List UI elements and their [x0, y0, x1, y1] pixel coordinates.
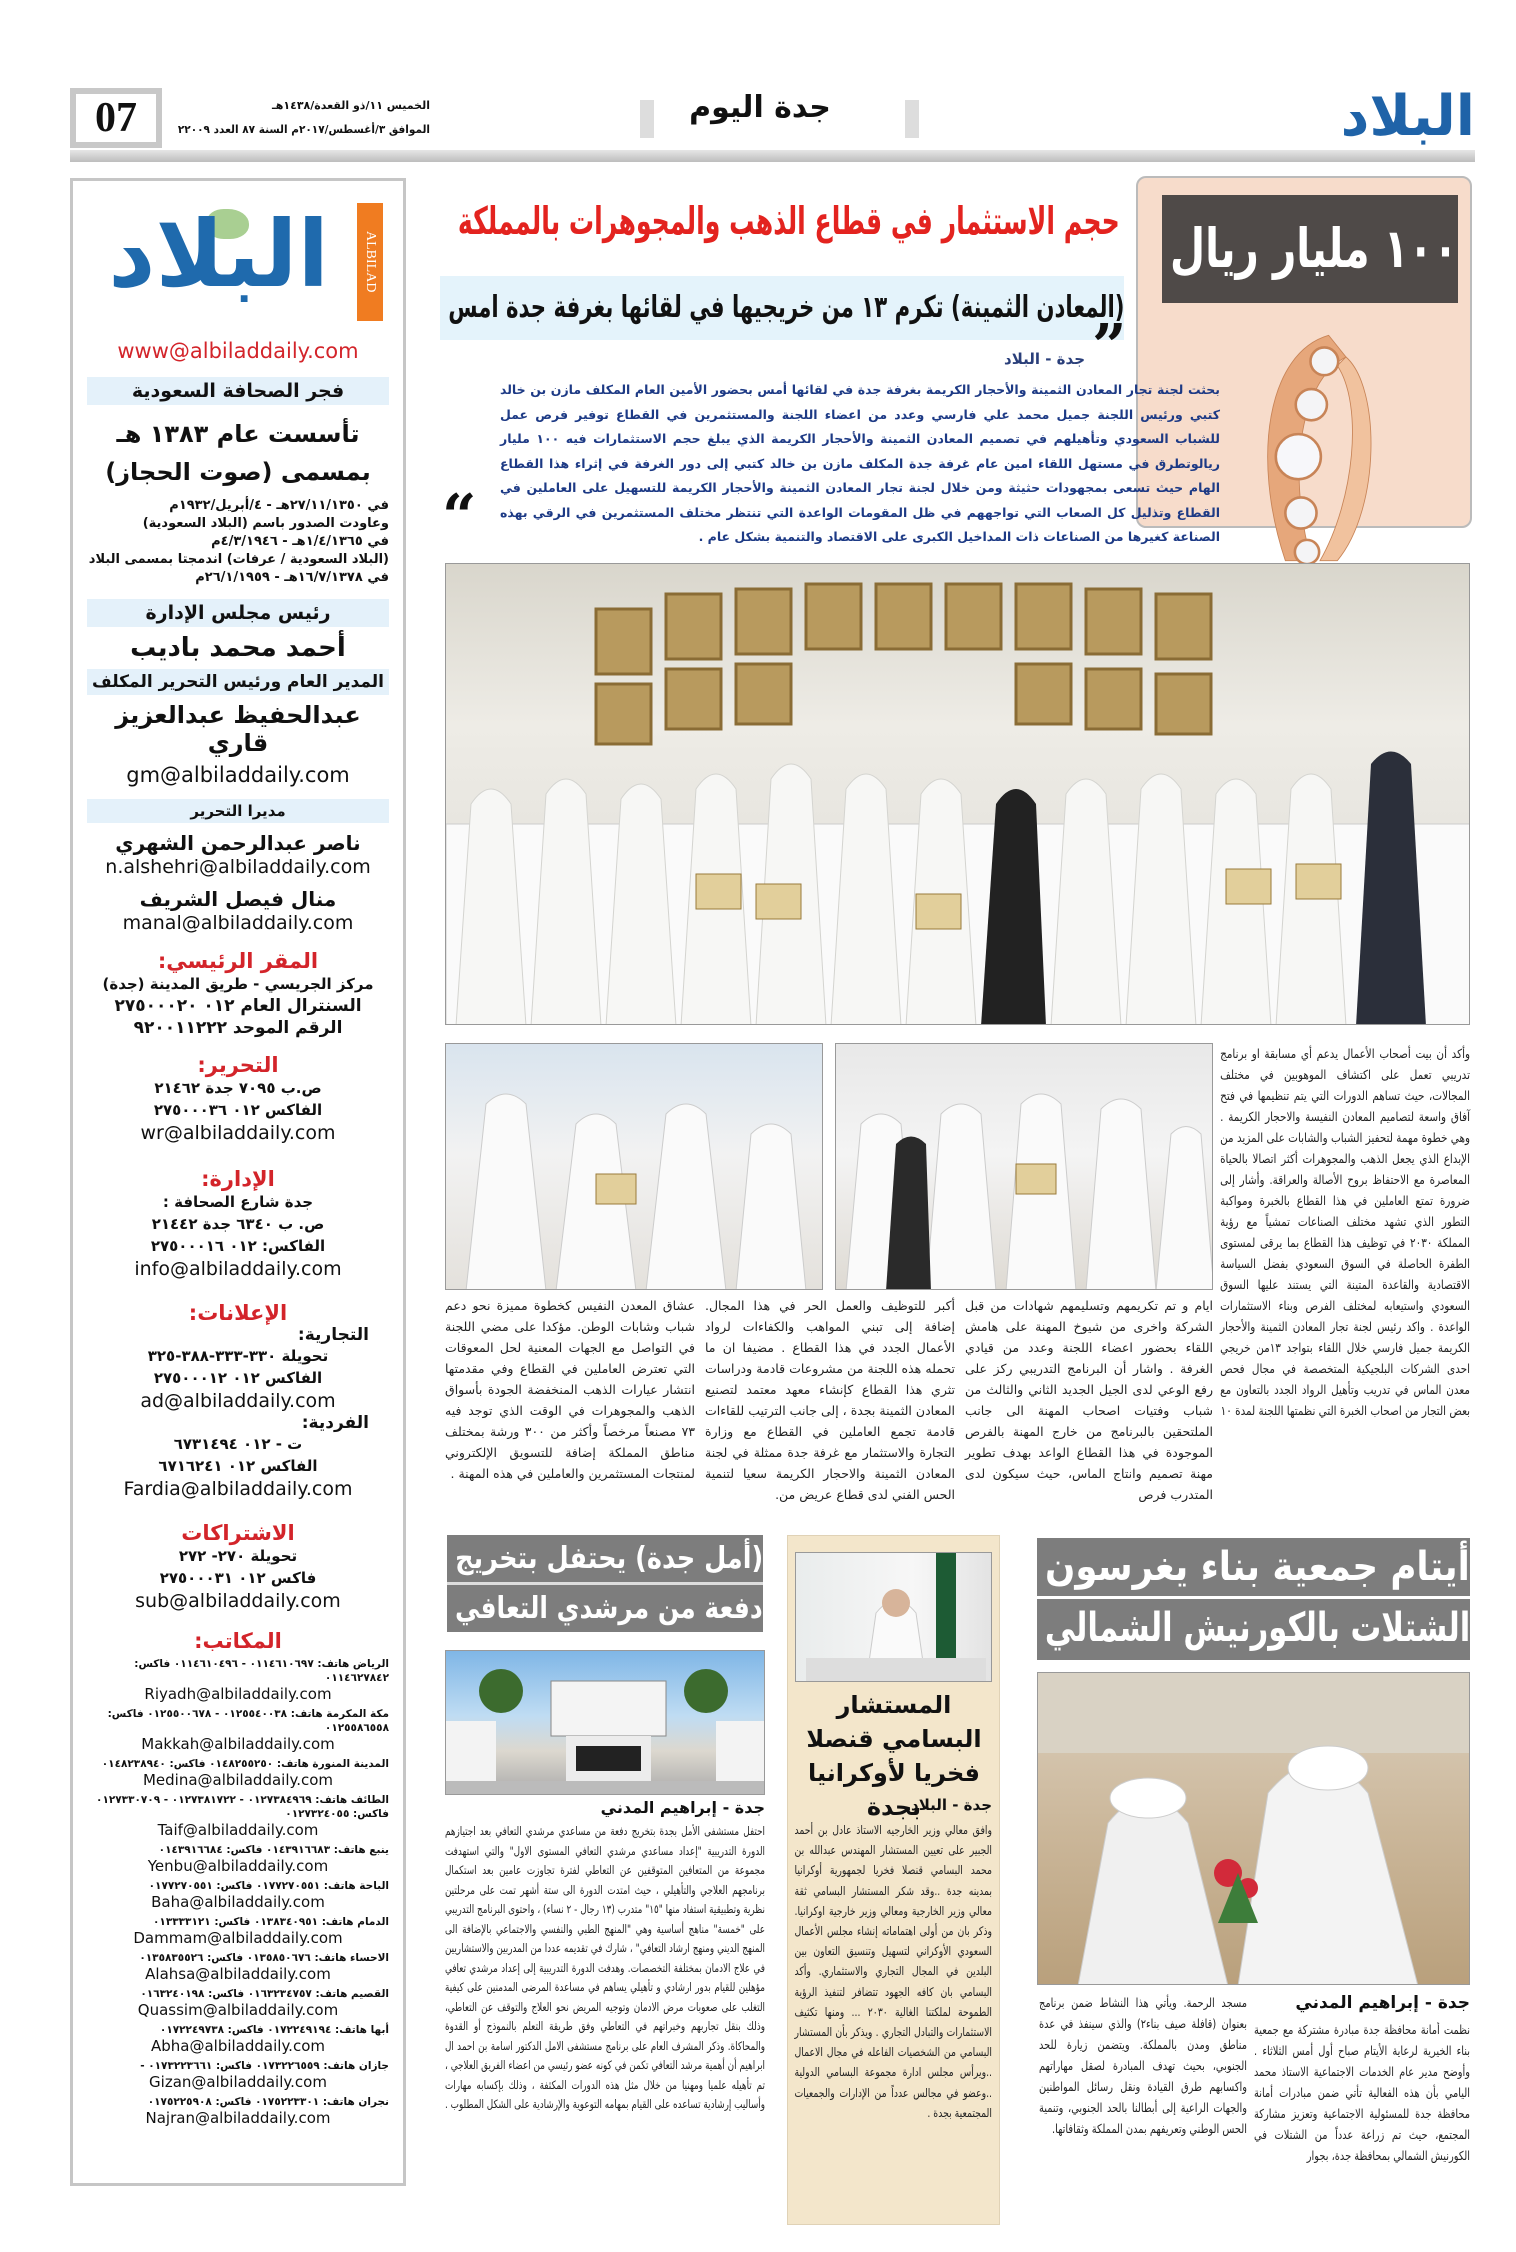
orphans-column: مسجد الرحمة. ويأتي هذا النشاط ضمن برنامج بعنوان (قافلة صيف بناء٢) والذي سينفذ في عدة مناطق ومدن بالمملكة. ويتضمن زيارة للحد الجنوبي، بحيث تهدف المبادرة لصقل مهاراتهم واكسابهم طرق القيادة ونقل رسائل المواطنين والجهات الراعية إلى أبطالنا بالحد الجنوبي، وتنمية الحس الوطني وتعريفهم بمدن المملكة وثقافاتها. [1039, 1996, 1247, 2136]
date-hijri-row [170, 94, 430, 118]
headline-row [1037, 1599, 1470, 1657]
editor-email[interactable]: manal@albiladdaily.com [122, 912, 354, 934]
headline-row [1037, 1538, 1470, 1599]
office-phone: نجران هاتف: ٠١٧٥٢٢٣٣٠١ فاكس: ٠١٧٥٢٢٥٩٠٨ [147, 2096, 389, 2108]
office-phone: ينبع هاتف: ٠١٤٣٩١٦٦٨٣ فاكس: ٠١٤٣٩١٦٦٨٤ [158, 1844, 389, 1856]
ads-email[interactable]: ad@albiladdaily.com [140, 1390, 336, 1412]
editorial-line: الفاكس ٠١٢ ٢٧٥٠٠٠٣٦ [153, 1101, 323, 1119]
office-email[interactable]: Taif@albiladdaily.com [157, 1821, 319, 1839]
quote-mark-icon: “ [442, 482, 477, 552]
office-email[interactable]: Najran@albiladdaily.com [145, 2109, 331, 2127]
admin-line: جدة شارع الصحافة : [162, 1193, 314, 1211]
subs-line: تحويلة ٢٧٠- ٢٧٢ [178, 1547, 298, 1565]
hospital-byline: جدة - إبراهيم المدني [600, 1798, 765, 1817]
editors-title: مديرا التحرير [87, 799, 389, 823]
chairman-title: رئيس مجلس الإدارة [87, 599, 389, 627]
newspaper-logo: البلاد [1340, 84, 1475, 149]
office-phone: مكة المكرمة هاتف: ٠١٢٥٥٤٠٠٣٨ - ٠١٢٥٥٠٠٦٧٨ فاكس: ٠١٢٥٥٨٦٥٥٨ [107, 1708, 389, 1734]
orphans-byline: جدة - إبراهيم المدني [1295, 1993, 1470, 2013]
jewelry-ring-image [1230, 318, 1410, 578]
headline-line: الشتلات بالكورنيش الشمالي [1044, 1605, 1470, 1651]
founded-name: بمسمى (صوت الحجاز) [105, 458, 371, 486]
orphans-headline [1037, 1538, 1470, 1660]
date-hijri: الخميس ١١/ذو القعدة/١٤٣٨هـ [272, 99, 430, 112]
highlight-figure: ١٠٠ مليار ريال [1170, 217, 1458, 280]
office-email[interactable]: Alahsa@albiladdaily.com [145, 1965, 331, 1983]
offices-title: المكاتب: [194, 1629, 282, 1653]
gm-title: المدير العام ورئيس التحرير المكلف [87, 669, 389, 695]
office-email[interactable]: Abha@albiladdaily.com [150, 2037, 325, 2055]
headline-line: (أمل جدة) يحتفل بتخريج [454, 1541, 763, 1576]
office-email[interactable]: Gizan@albiladdaily.com [149, 2073, 327, 2091]
office-email[interactable]: Medina@albiladdaily.com [142, 1771, 334, 1789]
lead-intro: بحثت لجنة تجار المعادن الثمينة والأحجار الكريمة بغرفة جدة في لقائها أمس بحضور الأمين العام المكلف مازن بن خالد كتبي ورئيس اللجنة جميل محمد علي فارسي وعدد من اعضاء اللجنة والمستثمرين في القطاع توفير فرص عمل للشباب السعودي وتأهيلهم في تصميم المعادن الثمينة والأحجار الكريمة الذي يبلغ حجم الاستثمارات فيه ١٠٠ مليار ريالوتطرق في مستهل اللقاء امين عام غرفة جدة المكلف مازن بن خالد كتبي إلى دور الغرفة في إثراء هذا القطاع الهام حيث تسعى بمجهودات حثيثة ومن خلال لجنة تجار المعادن الثمينة والأحجار الكريمة للتسهيل على العاملين في القطاع وتذليل كل الصعاب التي تواجههم في ظل المقومات الواعدة التي تنتظر مختلف المستثمرين في الرقي بهذه الصناعة كغيرها من الصناعات ذات المداخيل الكبرى على الاقتصاد والتنمية بشكل عام . [500, 382, 1220, 544]
header-divider [905, 100, 919, 138]
quote-mark-icon: ” [1092, 312, 1127, 382]
hospital-gate-photo [445, 1650, 765, 1795]
office-phone: الاحساء هاتف: ٠١٣٥٨٥٠٦٧٦ فاكس: ٠١٣٥٨٣٥٥٢٦ [139, 1952, 389, 1964]
office-phone: الرياض هاتف: ٠١١٤٦١٠٦٩٧ - ٠١١٤٦١٠٤٩٦ فاكس: ٠١١٤٦٢٧٨٤٢ [134, 1658, 389, 1684]
history [87, 497, 389, 587]
office-phone: القصيم هاتف: ٠١٦٣٢٣٤٧٥٧ فاكس: ٠١٦٣٢٤٠١٩٨ [140, 1988, 389, 2000]
header-rule [70, 150, 1475, 162]
office-email[interactable]: Makkah@albiladdaily.com [141, 1735, 335, 1753]
issue-date [170, 94, 430, 142]
office-phone: أبها هاتف: ٠١٧٢٢٤٩١٩٤ فاكس: ٠١٧٢٢٤٩٧٣٨ [159, 2024, 389, 2036]
history-line: في ٢٧/١١/١٣٥٠هـ - ٤/أبريل/١٩٣٢م [169, 498, 389, 513]
hq-line: السنترال العام ٠١٢ ٢٧٥٠٠٠٢٠ [114, 996, 362, 1016]
masthead-sidebar [70, 178, 406, 2186]
consul-headline: المستشار البسامي قنصلا فخريا لأوكرانيا بجدة [806, 1691, 982, 1821]
tree-planting-photo [1037, 1672, 1470, 1985]
admin-title: الإدارة: [201, 1167, 275, 1191]
office-phone: المدينة المنورة هاتف: ٠١٤٨٢٥٥٢٥٠ فاكس: ٠١٤٨٢٣٨٩٤٠ [101, 1758, 389, 1770]
office-email[interactable]: Dammam@albiladdaily.com [133, 1929, 343, 1947]
admin-line: الفاكس: ٠١٢ ٢٧٥٠٠٠١٦ [150, 1237, 326, 1255]
hospital-headline [447, 1535, 763, 1632]
section-title: جدة اليوم [689, 90, 831, 125]
founded: تأسست عام ١٣٨٣ هـ [116, 420, 360, 448]
consul-byline: جدة - البلاد [911, 1796, 992, 1814]
group-photo [445, 563, 1470, 1025]
office-phone: الدمام هاتف: ٠١٣٨٣٤٠٩٥١ فاكس: ٠١٣٣٣٣١٢١ [153, 1916, 389, 1928]
subs-email[interactable]: sub@albiladdaily.com [135, 1590, 341, 1612]
editor-name: منال فيصل الشريف [139, 887, 337, 911]
editor-email[interactable]: n.alshehri@albiladdaily.com [105, 856, 371, 878]
editorial-title: التحرير: [197, 1053, 279, 1077]
ads-individual-email[interactable]: Fardia@albiladdaily.com [123, 1478, 353, 1500]
logo-english: ALBILAD [357, 203, 383, 321]
date-gregorian-row [170, 118, 430, 142]
headline-row [447, 1535, 763, 1585]
logo-arabic: البلاد [108, 201, 329, 308]
gm-email[interactable]: gm@albiladdaily.com [126, 763, 350, 787]
hospital-body: احتفل مستشفى الأمل بجدة بتخريج دفعة من مساعدي مرشدي التعافي بعد اجتيازهم الدورة التدريبية "إعداد مساعدي مرشدي التعافي المستوى الاول" والتي استهدفت مجموعة من المتعافين المتوقفين عن التعاطي لفترة تجاوزت عامين بعد استكمال برنامجهم العلاجي والتأهيلي ، حيث امتدت الدورة الى ستة أشهر تمت على مرحلتين نظرية وتطبيقية استفاد منها "١٥" متدرب (١٣ رجال - ٢ نساء) ، واحتوى البرنامج التدريبي على "خمسة" مناهج أساسية وهي "المنهج الطبي والنفسي والاجتماعي بالإضافة الى المنهج الديني ومنهج ارشاد التعافي" ، شارك في تقديمه عددا من المدربين والاستشاريين في علاج الادمان بمختلفة التخصصات. وهدفت الدورة التدريبية إلى إعداد مرشدي تعافي مؤهلين للقيام بدور ارشادي و تأهيلي يساهم في مساعدة المرضى المدمنين على كيفية التغلب على صعوبات مرض الادمان وتوجيه المريض نحو العلاج والتوقف عن التعاطي، وذلك بنقل تجاربهم وخبراتهم في التعاطي وفق طريقة التعلم بالنموذج أو القدوة والمحاكاة. وذكر المشرف العام على برنامج مستشفى الامل الدكتور اسامة بن احمد ال ابراهيم أن أهمية مرشد التعافي تكمن في كونه عضو رئيسي من اعضاء الفريق العلاجي ، تم تأهيله علميا ومهنيا من خلال مثل هذه الدورات المكثفة ، وذلك بإكسابه مهارات وأساليب إرشادية تساعده على القيام بمهامه التوعوية والإرشادية على الشكل المطلوب . [444, 1824, 765, 2111]
office-phone: الطائف هاتف: ٠١٢٧٣٨٤٩٦٩ - ٠١٢٧٣٨١٧٢٢ - ٠١٢٧٣٣٠٧٠٩ فاكس: ٠١٢٧٣٢٤٠٥٥ [96, 1794, 389, 1820]
ads-line: ت - ٠١٢ ٦٧٣١٤٩٤ [173, 1435, 303, 1453]
lead-headline-box [450, 190, 1120, 252]
highlight-label [1162, 195, 1458, 303]
photo-scene [446, 1651, 765, 1795]
photo-scene [836, 1044, 1213, 1290]
hq-line: الرقم الموحد ٩٢٠٠١١٢٢٢ [133, 1018, 343, 1038]
history-line: في ١/٤/١٣٦٥هـ - ٤/٣/١٩٤٦م [211, 534, 389, 549]
lead-subheadline: (المعادن الثمينة) تكرم ١٣ من خريجيها في لقائها بغرفة جدة امس [447, 290, 1124, 325]
editor-name: ناصر عبدالرحمن الشهري [115, 831, 361, 855]
orphans-column: نظمت أمانة محافظة جدة مبادرة مشتركة مع جمعية بناء الخيرية لرعاية الأيتام صباح أول أمس الثلاثاء . وأوضح مدير عام الخدمات الاجتماعية الاستاذ محمد اليامي بأن هذه الفعالية تأتي ضمن مبادرات أمانة محافظة جدة للمسئولية الاجتماعية وتعزيز مشاركة المجتمع، حيث تم زراعة عدداً من الشتلات في الكورنيش الشمالي بمحافظة جدة، بجوار [1254, 2023, 1470, 2163]
ads-line: تحويلة ٣٣٠-٣٣٣-٣٨٨-٣٢٥ [147, 1347, 329, 1365]
admin-email[interactable]: info@albiladdaily.com [134, 1258, 342, 1280]
tagline: فجر الصحافة السعودية [87, 377, 389, 405]
certificate-photo-1 [445, 1043, 823, 1290]
date-gregorian: الموافق ٣/أغسطس/٢٠١٧م السنة ٨٧ العدد ٢٢٠٠٩ [177, 123, 430, 136]
consul-photo [795, 1552, 992, 1682]
photo-scene [796, 1553, 992, 1682]
website-link[interactable]: www@albiladdaily.com [117, 339, 359, 363]
photo-scene [446, 1044, 823, 1290]
history-line: في ١٦/٧/١٣٧٨هـ - ٢٦/١/١٩٥٩م [195, 570, 389, 585]
header-divider [640, 100, 654, 138]
offices-list [87, 1657, 389, 2127]
chairman-name: أحمد محمد باديب [130, 633, 346, 663]
lead-subheadline-box [440, 276, 1124, 340]
office-phone: الباحة هاتف: ٠١٧٧٢٧٠٥٥١ فاكس: ٠١٧٧٢٧٠٥٥١ [148, 1880, 389, 1892]
history-line: (البلاد السعودية / عرفات) اندمجتا بمسمى البلاد [88, 552, 389, 567]
certificate-photo-2 [835, 1043, 1213, 1290]
ads-commercial-label: التجارية: [297, 1325, 369, 1345]
headline-line: دفعة من مرشدي التعافي [455, 1591, 763, 1626]
photo-scene [1038, 1673, 1470, 1985]
lead-column: ايام و تم تكريمهم وتسليمهم شهادات من قبل الشركة واخرى من شيوخ المهنة على هامش اللقاء بحضور اعضاء اللجنة وعدد من قيادي الغرفة . واشار أن البرنامج التدريبي ركز على رفع الوعي لدى الجيل الجديد الثاني والثالث من شباب وفتيات اصحاب المهنة الى جانب الملتحقين بالبرنامج من خارج المهنة بالفرص الموجودة في هذا القطاع الواعد بهدف تطوير مهنة تصميم وانتاج الماس، حيث سيكون لدى المتدرب فرص [965, 1298, 1213, 1502]
hq-line: مركز الجريسي - طريق المدينة (جدة) [102, 975, 374, 993]
ads-line: الفاكس ٠١٢ ٢٧٥٠٠٠١٢ [153, 1369, 323, 1387]
page-number: 07 [70, 88, 162, 148]
lead-headline: حجم الاستثمار في قطاع الذهب والمجوهرات بالمملكة [458, 199, 1120, 243]
gm-name: عبدالحفيظ عبدالعزيز قاري [115, 701, 361, 757]
lead-byline: جدة - البلاد [1004, 350, 1085, 368]
admin-line: ص. ب ٦٣٤٠ جدة ٢١٤٤٢ [151, 1215, 325, 1233]
office-email[interactable]: Yenbu@albiladdaily.com [147, 1857, 329, 1875]
consul-body: وافق معالي وزير الخارجيه الاستاذ عادل بن أحمد الجبير على تعيين المستشار المهندس عبدالله بن محمد البسامي قنصلا فخريا لجمهورية أوكرانيا بمدينه جدة ..وقد شكر المستشار البسامي ثقة معالي وزير الخارجية ومعالي وزير خارجية اوكرانيا. وذكر بان من أولى اهتماماته إنشاء مجلس الأعمال السعودي الأوكراني لتسهيل وتنسيق التعاون بين البلدين في المجال التجاري والاستثماري. وأكد البسامي بان كافه الجهود تتضافر لتنفيذ الرؤية الطموحة لملكتنا الغالية ٢٠٣٠ ... ومنها تكثيف الاستثمارات والتبادل التجاري . ويذكر بأن المستشار البسامي من الشخصيات الفاعله في مجال الاعمال ..ويرأس مجلس ادارة مجموعة البسامي الدولية ..وعضو في مجالس عدداً من الإدارات والجمعيات المجتمعية بجدة . [794, 1823, 992, 2120]
ads-title: الإعلانات: [188, 1301, 288, 1325]
lead-column: أكبر للتوظيف والعمل الحر في هذا المجال. إضافة إلى تبني المواهب والكفاءات لرواد الأعمال الجدد في هذا القطاع . مضيفا ان ما تحمله هذه اللجنة من مشروعات قادمة ودراسات تثري هذا القطاع كإنشاء معهد معتمد لتصنيع المعادن الثمينة بجدة ، إلى جانب الترتيب للقاءات قادمة تجمع العاملين في القطاع مع وزارة التجارة والاستثمار مع غرفة جدة ممثلة في لجنة المعادن الثمينة والاحجار الكريمة سعيا لتنمية الحس الفني لدى قطاع عريض من. [705, 1298, 955, 1502]
history-line: وعاودت الصدور باسم (البلاد السعودية) [142, 516, 389, 531]
headline-line: أيتام جمعية بناء يغرسون [1045, 1544, 1470, 1590]
subs-title: الاشتراكات [181, 1521, 295, 1545]
office-phone: جازان هاتف: ٠١٧٣٢٢٦٥٥٩ فاكس: ٠١٧٣٢٢٣٦٦١ - [140, 2060, 389, 2072]
ads-individual-label: الفردية: [301, 1413, 369, 1433]
office-email[interactable]: Riyadh@albiladdaily.com [144, 1685, 332, 1703]
photo-scene [446, 564, 1470, 1025]
lead-column: وأكد أن بيت أصحاب الأعمال يدعم أي مسابقة او برنامج تدريبي تعمل على اكتشاف الموهوبين في مختلف المجالات، حيث تساهم الدورات التي يتم تنظيمها في فتح آفاق واسعة لتصاميم المعادن النفيسة والاحجار الكريمة . وهي خطوة مهمة لتحفيز الشباب والشابات على المزيد من الإبداع الذي يجعل الذهب والمجوهرات أكثر اتصالا بالحياة المعاصرة مع الاحتفاظ بروح الأصالة والعراقة. وأشار إلى ضرورة تمتع العاملين في هذا القطاع بالخبرة ومواكبة التطور الذي تشهد مختلف الصناعات تمشياً مع رؤية المملكة ٢٠٣٠ في توظيف هذا القطاع بما يرقى لمستوى الطفرة الحاصلة في السوق السعودي بفضل السياسة الاقتصادية والقاعدة المتينة التي يستند عليها السوق السعودي واستيعابه لمختلف الفرص وبناء الاستثمارات الواعدة . واكد رئيس لجنة تجار المعادن الثمينة والأحجار الكريمة جميل فارسي خلال اللقاء بتواجد ١٣من خريجي احدى الشركات البلجيكية المتخصصة في مجال فحص معدن الماس في تدريب وتأهيل الرواد الجدد بالتعاون مع بعض التجار من اصحاب الخبرة التي نظمتها اللجنة لمدة ١٠ [1220, 1046, 1470, 1418]
ads-line: الفاكس ٠١٢ ٦٧١٦٢٤١ [158, 1457, 318, 1475]
hq-title: المقر الرئيسي: [157, 949, 319, 973]
office-email[interactable]: Quassim@albiladdaily.com [137, 2001, 339, 2019]
editorial-line: ص.ب ٧٠٩٥ جدة ٢١٤٦٢ [154, 1079, 322, 1097]
subs-line: فاكس ٠١٢ ٢٧٥٠٠٠٣١ [159, 1569, 317, 1587]
lead-column: عشاق المعدن النفيس كخطوة مميزة نحو دعم شباب وشابات الوطن. مؤكدا على مضي اللجنة في التواصل مع الجهات المعنية لحل المعوقات التي تعترض العاملين في القطاع وفي مقدمتها انتشار عيارات الذهب المنخفضة الجودة بأسواق الذهب والمجوهرات في الوقت الذي توجد فيه ٧٣ مصنعاً مرخصاً وأكثر من ٣٠٠ ورشة بمختلف مناطق المملكة إضافة للتسويق الإلكتروني لمنتجات المستثمرين والعاملين في هذه المهنة . [445, 1298, 695, 1481]
headline-row [447, 1585, 763, 1632]
editorial-email[interactable]: wr@albiladdaily.com [140, 1122, 336, 1144]
office-email[interactable]: Baha@albiladdaily.com [151, 1893, 325, 1911]
